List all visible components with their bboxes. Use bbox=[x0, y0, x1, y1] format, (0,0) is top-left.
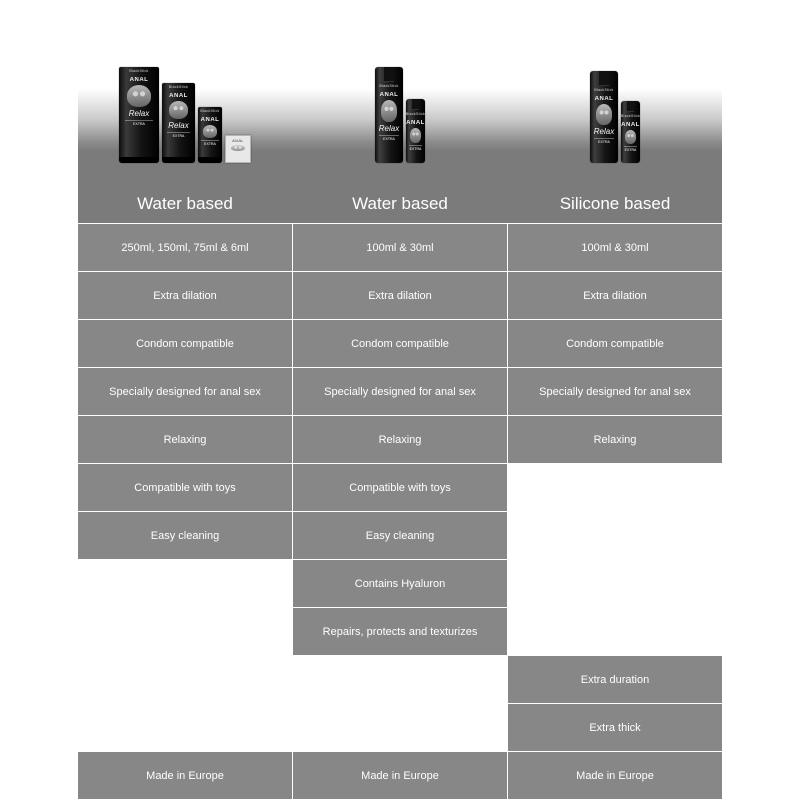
bottle-cap bbox=[599, 71, 609, 86]
feature-cell-empty bbox=[293, 656, 507, 703]
product-brand-label: BlackStick bbox=[621, 114, 640, 118]
product-brand-label: BlackStick bbox=[379, 84, 399, 88]
product-sub-label: Relax bbox=[378, 123, 400, 133]
product-tube-250ml bbox=[119, 67, 159, 163]
product-face-graphic bbox=[169, 101, 189, 119]
feature-cell: Relaxing bbox=[508, 416, 722, 463]
column-header-3: Silicone based bbox=[559, 194, 671, 213]
feature-cell: Condom compatible bbox=[508, 320, 722, 367]
product-extra-label: EXTRA bbox=[379, 135, 399, 141]
feature-cell: 250ml, 150ml, 75ml & 6ml bbox=[78, 224, 292, 271]
feature-cell: Relaxing bbox=[78, 416, 292, 463]
product-bottle-100ml-silicone bbox=[590, 71, 618, 163]
product-extra-label: EXTRA bbox=[594, 138, 614, 144]
feature-cell: Made in Europe bbox=[293, 752, 507, 799]
feature-cell: Extra duration bbox=[508, 656, 722, 703]
feature-cell: Specially designed for anal sex bbox=[78, 368, 292, 415]
feature-cell: Extra dilation bbox=[78, 272, 292, 319]
feature-cell-empty bbox=[293, 704, 507, 751]
product-brand-label: BlackStick bbox=[594, 88, 614, 92]
feature-cell-empty bbox=[78, 560, 292, 607]
feature-cell: Compatible with toys bbox=[78, 464, 292, 511]
product-extra-label: EXTRA bbox=[409, 146, 422, 151]
product-name-label: ANAL bbox=[200, 116, 220, 123]
feature-cell: Repairs, protects and texturizes bbox=[293, 608, 507, 655]
feature-cell: Extra dilation bbox=[293, 272, 507, 319]
product-name-label: ANAL bbox=[169, 92, 188, 99]
feature-cell: Relaxing bbox=[293, 416, 507, 463]
product-brand-label: BlackStick bbox=[200, 109, 220, 113]
product-extra-label: EXTRA bbox=[125, 120, 154, 126]
feature-grid bbox=[78, 224, 722, 804]
feature-cell: Condom compatible bbox=[293, 320, 507, 367]
bottle-cap bbox=[384, 67, 394, 82]
product-name-label: ANAL bbox=[379, 91, 399, 98]
product-brand-label: BlackStick bbox=[129, 69, 149, 73]
product-bottle-100ml-water bbox=[375, 67, 403, 163]
product-face-graphic bbox=[381, 100, 398, 121]
product-sub-label: Relax bbox=[593, 126, 615, 136]
feature-cell: Condom compatible bbox=[78, 320, 292, 367]
feature-cell-empty bbox=[508, 608, 722, 655]
product-group-column-1 bbox=[78, 67, 292, 163]
feature-cell: Contains Hyaluron bbox=[293, 560, 507, 607]
product-group-column-3 bbox=[508, 71, 722, 163]
product-sub-label: Relax bbox=[128, 108, 150, 118]
feature-cell: Made in Europe bbox=[508, 752, 722, 799]
feature-column-2 bbox=[293, 224, 507, 800]
feature-cell-empty bbox=[508, 560, 722, 607]
product-bottle-30ml-silicone bbox=[621, 101, 640, 163]
feature-cell-empty bbox=[78, 608, 292, 655]
product-extra-label: EXTRA bbox=[167, 132, 191, 138]
column-header-1: Water based bbox=[137, 194, 233, 213]
bottle-cap bbox=[627, 101, 633, 112]
feature-cell: 100ml & 30ml bbox=[508, 224, 722, 271]
product-extra-label: EXTRA bbox=[201, 140, 218, 146]
product-brand-label: BlackStick bbox=[406, 112, 425, 116]
feature-cell: 100ml & 30ml bbox=[293, 224, 507, 271]
feature-column-3 bbox=[508, 224, 722, 800]
product-name-label: ANAL bbox=[406, 119, 425, 126]
column-header-2: Water based bbox=[352, 194, 448, 213]
product-name-label: ANAL bbox=[232, 138, 244, 143]
product-face-graphic bbox=[625, 130, 636, 144]
product-face-graphic bbox=[231, 145, 245, 151]
feature-cell: Made in Europe bbox=[78, 752, 292, 799]
feature-cell-empty bbox=[508, 512, 722, 559]
feature-cell: Extra thick bbox=[508, 704, 722, 751]
feature-cell: Compatible with toys bbox=[293, 464, 507, 511]
bottle-cap bbox=[412, 99, 418, 110]
feature-cell-empty bbox=[78, 656, 292, 703]
product-sub-label: Relax bbox=[168, 121, 189, 131]
product-face-graphic bbox=[203, 125, 217, 137]
product-comparison-table bbox=[78, 30, 722, 782]
product-sachet-6ml bbox=[225, 135, 251, 163]
product-name-label: ANAL bbox=[594, 95, 614, 102]
product-bottle-30ml-water bbox=[406, 99, 425, 163]
feature-cell: Specially designed for anal sex bbox=[293, 368, 507, 415]
feature-cell-empty bbox=[508, 464, 722, 511]
product-group-column-2 bbox=[293, 67, 507, 163]
product-face-graphic bbox=[127, 85, 151, 106]
product-name-label: ANAL bbox=[621, 121, 640, 128]
product-face-graphic bbox=[410, 128, 421, 142]
product-tube-75ml bbox=[198, 107, 222, 163]
feature-cell: Specially designed for anal sex bbox=[508, 368, 722, 415]
product-tube-150ml bbox=[162, 83, 195, 163]
feature-cell: Easy cleaning bbox=[293, 512, 507, 559]
column-header-row bbox=[78, 185, 722, 223]
feature-cell: Extra dilation bbox=[508, 272, 722, 319]
product-face-graphic bbox=[596, 104, 613, 124]
feature-cell-empty bbox=[78, 704, 292, 751]
product-name-label: ANAL bbox=[129, 76, 149, 83]
feature-cell: Easy cleaning bbox=[78, 512, 292, 559]
feature-column-1 bbox=[78, 224, 292, 800]
product-extra-label: EXTRA bbox=[624, 148, 637, 153]
product-brand-label: BlackStick bbox=[168, 85, 189, 89]
product-image-band bbox=[78, 30, 722, 185]
